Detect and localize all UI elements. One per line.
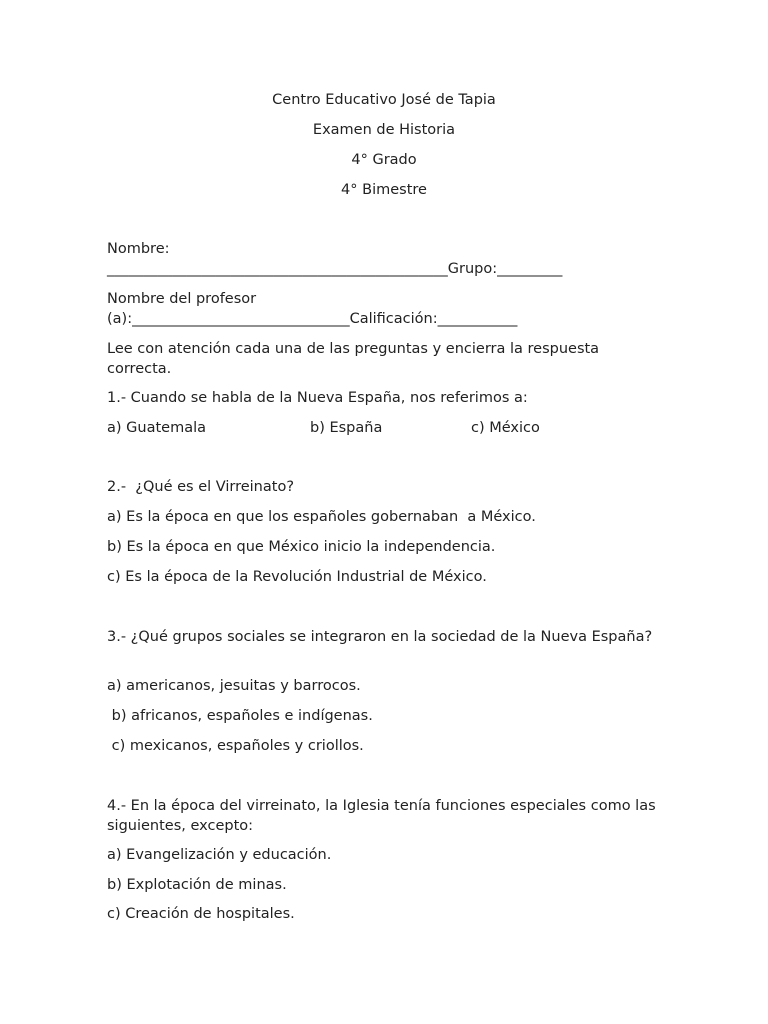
exam-title: Examen de Historia	[312, 122, 456, 138]
question-1-option-a: a) Guatemala	[107, 420, 206, 436]
question-1-option-b: b) España	[310, 420, 383, 436]
question-2-option-a: a) Es la época en que los españoles gobernaban a México.	[107, 509, 536, 525]
question-3-option-c: c) mexicanos, españoles y criollos.	[107, 738, 364, 754]
question-2-text: 2.- ¿Qué es el Virreinato?	[107, 479, 295, 495]
name-label: Nombre:	[107, 241, 170, 257]
term-label: 4° Bimestre	[341, 182, 427, 198]
school-name: Centro Educativo José de Tapia	[272, 92, 496, 108]
teacher-label: Nombre del profesor	[107, 291, 257, 307]
question-4-option-a: a) Evangelización y educación.	[107, 847, 332, 863]
teacher-grade-field-line: (a):______________________________Calificación:___________	[107, 311, 518, 327]
question-3-option-a: a) americanos, jesuitas y barrocos.	[107, 678, 361, 694]
question-1-text: 1.- Cuando se habla de la Nueva España, nos referimos a:	[107, 390, 528, 406]
question-1-option-c: c) México	[471, 420, 540, 436]
name-group-field-line: _______________________________________________Grupo:_________	[107, 261, 563, 277]
question-2-option-c: c) Es la época de la Revolución Industrial de México.	[107, 569, 487, 585]
grade-label: 4° Grado	[351, 152, 417, 168]
question-4-option-c: c) Creación de hospitales.	[107, 906, 295, 922]
instructions: Lee con atención cada una de las preguntas y encierra la respuesta correcta.	[107, 341, 600, 377]
question-3-option-b: b) africanos, españoles e indígenas.	[107, 708, 373, 724]
question-2-option-b: b) Es la época en que México inicio la independencia.	[107, 539, 496, 555]
question-3-text: 3.- ¿Qué grupos sociales se integraron en la sociedad de la Nueva España?	[107, 629, 653, 645]
question-4-option-b: b) Explotación de minas.	[107, 877, 287, 893]
question-4-text: 4.- En la época del virreinato, la Iglesia tenía funciones especiales como las siguientes, excepto:	[107, 798, 656, 834]
